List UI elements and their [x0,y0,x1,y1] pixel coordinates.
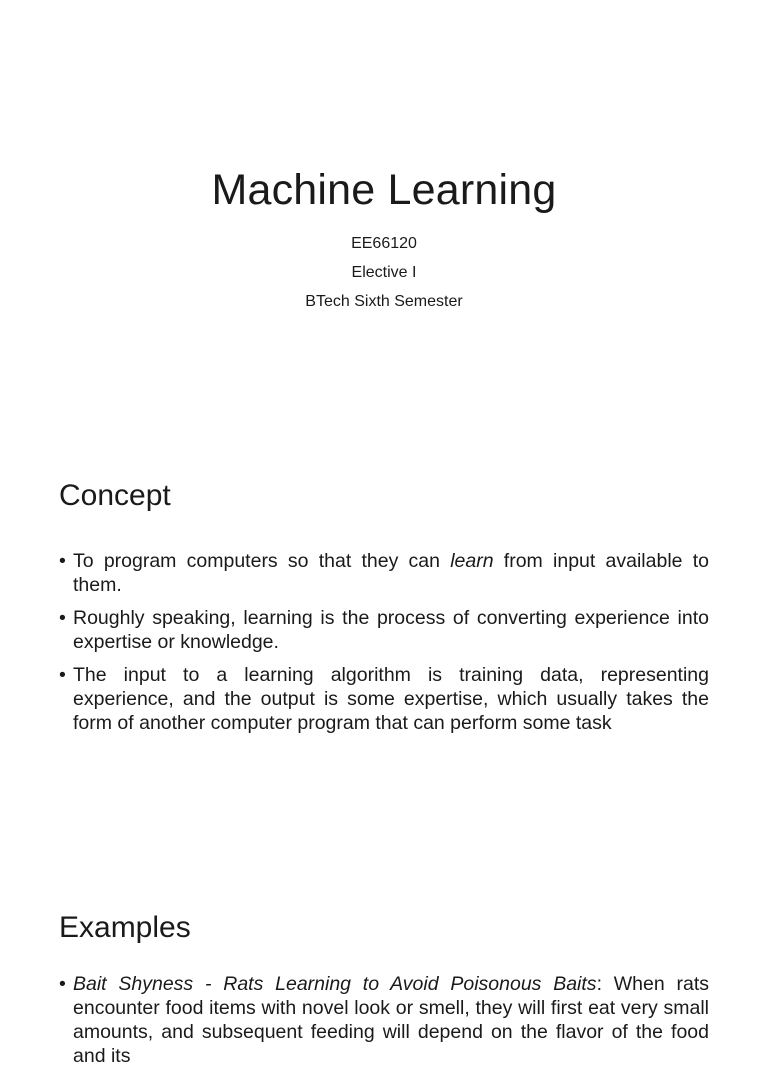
bullet-emphasis: Bait Shyness - Rats Learning to Avoid Poisonous Baits [73,973,597,995]
slide-subtitle [0,229,768,316]
concept-slide [0,432,768,864]
list-item [59,549,709,597]
bullet-text: To program computers so that they can [73,550,451,572]
bullet-emphasis: learn [450,550,494,572]
bullet-list [59,549,709,744]
slide-title: Machine Learning [211,166,557,214]
bullet-text: from input available to them. [73,550,709,596]
examples-slide [0,864,768,1067]
title-slide [0,0,768,432]
bullet-text: The input to a learning algorithm is training data, representing experience, and the output is some expertise, which usually takes the form of another computer program that can perform some task [73,664,709,734]
course-semester: BTech Sixth Semester [305,293,463,310]
bullet-list [59,972,709,1077]
course-type: Elective I [351,264,417,281]
section-heading: Examples [59,911,191,944]
bullet-text: : When rats encounter food items with novel look or smell, they will first eat very small amounts, and subsequent feeding will depend on the flavor of the food and its [73,973,709,1067]
list-item [59,972,709,1068]
section-heading: Concept [59,479,171,512]
list-item [59,663,709,735]
course-code: EE66120 [351,235,417,252]
bullet-text: Roughly speaking, learning is the process of converting experience into expertise or knowledge. [73,607,709,653]
list-item [59,606,709,654]
